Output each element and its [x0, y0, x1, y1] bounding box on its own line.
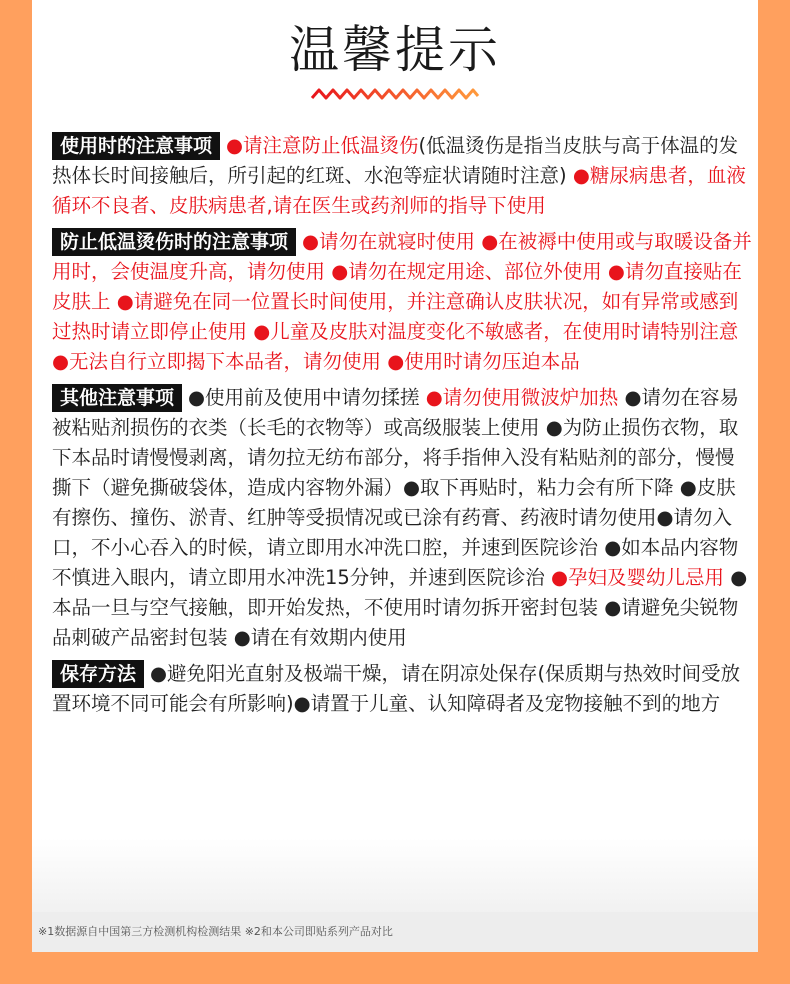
section-label: 保存方法: [52, 660, 144, 688]
notice-section: [52, 227, 752, 377]
section-label: 使用时的注意事项: [52, 132, 220, 160]
notice-section: [52, 131, 752, 221]
footer-gradient: [32, 838, 758, 918]
section-label: 防止低温烫伤时的注意事项: [52, 228, 296, 256]
page-title: 温馨提示: [289, 21, 501, 79]
warning-text: ●请勿在就寝时使用 ●在被褥中使用或与取暖设备并用时，会使温度升高，请勿使用 ●请勿在规定用途、部位外使用 ●请勿直接贴在皮肤上 ●请避免在同一位置长时间使用，并注意确认皮肤状况，如有异常或感到过热时请立即停止使用 ●儿童及皮肤对温度变化不敏感者，在使用时请特别注意 ●无法自行立即揭下本品者，请勿使用 ●使用时请勿压迫本品: [52, 230, 752, 373]
warning-text: ●请注意防止低温烫伤: [226, 134, 419, 157]
notice-section: [52, 659, 752, 719]
notice-text: ●本品一旦与空气接触，即开始发热，不使用时请勿拆开密封包装 ●请避免尖锐物品刺破产品密封包装 ●请在有效期内使用: [52, 566, 748, 649]
notice-text: ●请勿在容易被粘贴剂损伤的衣类（长毛的衣物等）或高级服装上使用 ●为防止损伤衣物，取下本品时请慢慢剥离，请勿拉无纺布部分，将手指伸入没有粘贴剂的部分，慢慢撕下（避免撕破袋体，造成内容物外漏）●取下再贴时，粘力会有所下降 ●皮肤有擦伤、撞伤、淤青、红肿等受损情况或已涂有药膏、药液时请勿使用●请勿入口，不小心吞入的时候，请立即用水冲洗口腔，并速到医院诊治 ●如本品内容物不慎进入眼内，请立即用水冲洗15分钟，并速到医院诊治: [52, 386, 739, 589]
warning-text: ●请勿使用微波炉加热: [425, 386, 619, 409]
warning-text: ●孕妇及婴幼儿忌用: [551, 566, 725, 589]
notice-card: [32, 0, 758, 952]
notice-content: [52, 131, 752, 725]
notice-text: ●避免阳光直射及极端干燥，请在阴凉处保存(保质期与热效时间受放置环境不同可能会有所影响)●请置于儿童、认知障碍者及宠物接触不到的地方: [52, 662, 741, 715]
notice-section: [52, 383, 752, 653]
footnote: ※1数据源自中国第三方检测机构检测结果 ※2和本公司即贴系列产品对比: [32, 912, 758, 952]
warning-text: ●糖尿病患者，血液循环不良者、皮肤病患者,请在医生或药剂师的指导下使用: [52, 164, 746, 217]
notice-text: ●使用前及使用中请勿揉搓: [188, 386, 426, 409]
section-label: 其他注意事项: [52, 384, 182, 412]
notice-text: (低温烫伤是指当皮肤与高于体温的发热体长时间接触后，所引起的红斑、水泡等症状请随时注意): [52, 134, 739, 187]
wave-divider-icon: [310, 86, 480, 102]
